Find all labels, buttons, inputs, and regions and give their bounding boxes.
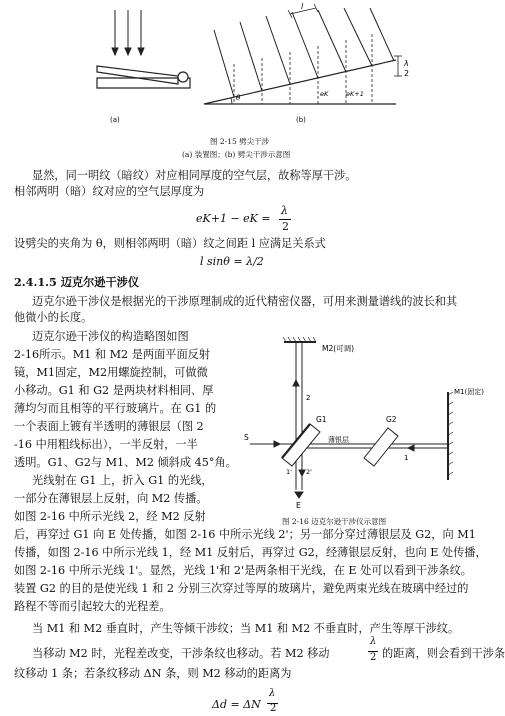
equation-1-left: eK+1 − eK = [196, 212, 271, 225]
text-line: 迈克尔逊干涉仪是根据光的干涉原理制成的近代精密仪器，可用来测量谱线的波长和其 [32, 295, 458, 308]
ray-1-label: 1 [404, 454, 409, 462]
text-line: 路程不等而引起较大的光程差。 [14, 600, 171, 613]
figure-2-16-caption: 图 2-16 迈克尔逊干涉仪示意图 [282, 517, 387, 526]
sub-a-label: (a) [110, 116, 120, 124]
silver-layer-label: 薄银层 [328, 436, 349, 444]
section-heading: 2.4.1.5 迈克尔逊干涉仪 [14, 275, 140, 289]
text-line: 后，再穿过 G1 向 E 处传播，如图 2-16 中所示光线 2'；另一部分穿过薄银层及 G2，向 M1 [14, 528, 476, 541]
l-label: l [301, 2, 304, 11]
equation-1-denominator: 2 [282, 220, 289, 233]
ek-label: eK [320, 90, 329, 98]
text-line: 如图 2-16 中所示光线 2，经 M2 反射 [14, 510, 206, 523]
text-line: 设劈尖的夹角为 θ，则相邻两明（暗）纹之间距 l 应满足关系式 [14, 237, 326, 250]
wedge-apparatus [97, 66, 190, 88]
ray-1p-label: 1' [286, 468, 292, 476]
text-line: 小移动。G1 和 G2 是两块材料相同、厚 [14, 384, 214, 397]
text-line: 迈克尔逊干涉仪的构造略图如图 [32, 330, 189, 343]
michelson-diagram [236, 330, 488, 530]
sub-b-label: (b) [296, 116, 306, 124]
text-line: 显然，同一明纹（暗纹）对应相同厚度的空气层，故称等厚干涉。 [32, 169, 357, 182]
text-line: 一部分在薄银层上反射，向 M2 传播。 [14, 492, 208, 505]
inline-fraction-denominator: 2 [370, 652, 377, 663]
figure-2-15-subcaption: (a) 装置图；(b) 劈尖干涉示意图 [182, 150, 291, 159]
text-line: 一个表面上镀有半透明的薄银层（图 2 [14, 420, 204, 433]
ek1-label: eK+1 [346, 90, 364, 98]
text-line: -16 中用粗线标出），一半反射，一半 [14, 438, 198, 451]
text-line: 如图 2-16 中所示光线 1'。显然，光线 1'和 2'是两条相干光线，在 E 处可以看到干涉条纹。 [14, 564, 472, 577]
text-line: 装置 G2 的目的是使光线 1 和 2 分别三次穿过等厚的玻璃片，避免两束光线在玻璃中经过的 [14, 582, 469, 595]
figure-2-15 [0, 0, 488, 160]
text-line: 他微小的长度。 [14, 311, 93, 324]
text-line: 当移动 M2 时，光程差改变，干涉条纹也移动。若 M2 移动 [32, 647, 330, 660]
wedge-diagram [204, 4, 402, 104]
equation-1-numerator: λ [281, 204, 288, 217]
text-line: 纹移动 1 条；若条纹移动 ΔN 条，则 M2 移动的距离为 [14, 667, 292, 680]
text-line: 传播，如图 2-16 中所示光线 1，经 M1 反射后，再穿过 G2，经薄银层反射，也向 E 处传播， [14, 546, 487, 559]
equation-3-denominator: 2 [270, 703, 277, 714]
text-line: 薄均匀而且相等的平行玻璃片。在 G1 的 [14, 402, 217, 415]
equation-3-numerator: λ [269, 688, 276, 699]
text-line: 相邻两明（暗）纹对应的空气层厚度为 [14, 185, 205, 198]
text-line: 光线射在 G1 上，折入 G1 的光线， [32, 474, 213, 487]
ray-2p-label: 2' [306, 468, 312, 476]
g2-label: G2 [386, 415, 397, 424]
lambda-label: λ [404, 59, 409, 68]
text-line: 镜，M1固定，M2用螺旋控制，可做微 [14, 366, 208, 379]
s-label: S [244, 433, 249, 442]
incident-light-arrows [112, 10, 144, 55]
figure-2-15-caption: 图 2-15 劈尖干涉 [210, 137, 270, 146]
text-line: 当 M1 和 M2 垂直时，产生等倾干涉纹；当 M1 和 M2 不垂直时，产生等厚干涉纹。 [32, 622, 460, 635]
text-line: 的距离，则会看到干涉条 [382, 647, 505, 660]
ray-2-label: 2 [306, 394, 311, 402]
m2-label: M2(可调) [322, 344, 355, 353]
figure-2-16 [236, 330, 488, 530]
lambda-den-label: 2 [404, 69, 410, 78]
text-line: 透明。G1、G2与 M1、M2 倾斜成 45°角。 [14, 456, 237, 469]
g1-label: G1 [316, 415, 327, 424]
text-line: 2-16所示。M1 和 M2 是两面平面反射 [14, 348, 211, 361]
inline-fraction-numerator: λ [370, 636, 377, 647]
equation-2: l sinθ = λ/2 [200, 255, 264, 268]
e-label: E [296, 501, 301, 510]
theta-label: θ [236, 94, 241, 102]
m1-label: M1(固定) [454, 388, 484, 396]
equation-3-left: Δd = ΔN [212, 698, 261, 711]
